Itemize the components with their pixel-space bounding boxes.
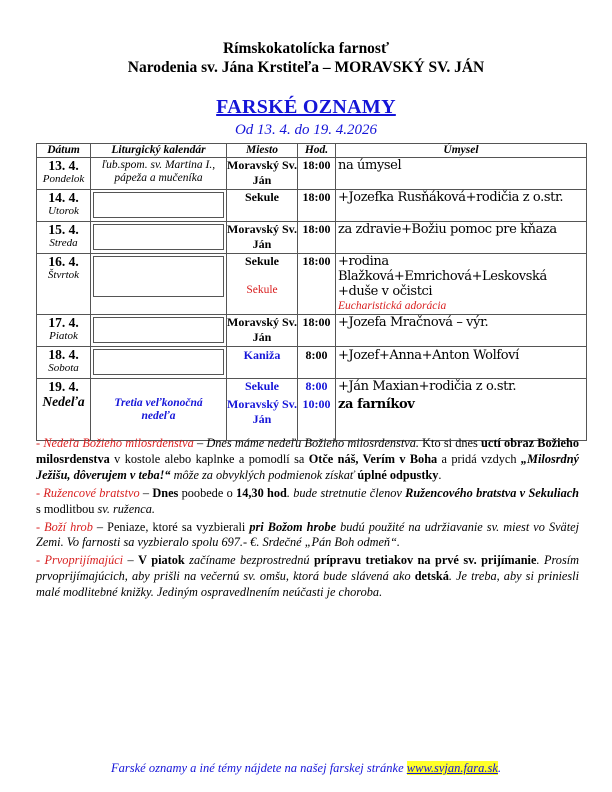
date: 13. 4. [48, 158, 79, 173]
intention: +Jozefa Mračnová – výr. [336, 315, 587, 347]
column-header-date: Dátum [37, 144, 91, 158]
table-row [37, 379, 587, 441]
intention-2: za farníkov [338, 397, 415, 412]
column-header-time: Hod. [298, 144, 336, 158]
announcement-divine-mercy: - Nedeľa Božieho milosrdenstva – Dnes máme nedeľu Božieho milosrdenstva. Kto si dnes uctí obraz Božieho milosrdenstva v kostole alebo kaplnke a pomodlí sa Otče náš, Verím v Boha a pridá vzdych „Milosrdný Ježišu, dôverujem v teba!“ môže za obvyklých podmienok získať úplné odpustky. [36, 436, 579, 482]
column-header-intention: Úmysel [336, 144, 587, 158]
time-cell [298, 379, 336, 441]
weekday: Štvrtok [47, 269, 80, 281]
table-row [37, 158, 587, 190]
liturgy-empty-box [93, 317, 224, 343]
weekday: Pondelok [42, 173, 85, 185]
intention: za zdravie+Božiu pomoc pre kňaza [336, 222, 587, 254]
time: 18:00 [298, 158, 336, 190]
announcement-rosary: - Ružencové bratstvo – Dnes poobede o 14,30 hod. bude stretnutie členov Ružencového bratstva v Sekuliach s modlitbou sv. ruženca. [36, 485, 580, 516]
liturgy-cell [91, 158, 227, 190]
date-cell [37, 315, 91, 347]
place: Moravský Sv. Ján [227, 222, 298, 254]
time: 8:00 [305, 379, 328, 393]
table-row [37, 222, 587, 254]
table-header-row [37, 144, 587, 158]
intention: +Ján Maxian+rodičia z o.str. [338, 379, 517, 394]
column-header-liturgy: Liturgický kalendár [91, 144, 227, 158]
weekday: Piatok [49, 330, 78, 342]
liturgy-cell [91, 347, 227, 379]
table-row [37, 254, 587, 315]
date: 16. 4. [48, 254, 79, 269]
time: 18:00 [298, 222, 336, 254]
table-row [37, 347, 587, 379]
date: 17. 4. [48, 315, 79, 330]
parish-full-name: Narodenia sv. Jána Krstiteľa – MORAVSKÝ SV. JÁN [127, 59, 485, 76]
date-cell [37, 254, 91, 315]
announcements [36, 436, 579, 603]
date: 19. 4. [48, 379, 79, 394]
time: 18:00 [298, 254, 336, 315]
liturgy-cell [91, 379, 227, 441]
weekday: Streda [49, 237, 78, 249]
place: Sekule [244, 254, 279, 268]
adoration-note: Eucharistická adorácia [338, 300, 447, 312]
liturgy-text: Tretia veľkonočná nedeľa [114, 396, 203, 422]
time: 8:00 [298, 347, 336, 379]
time: 18:00 [298, 315, 336, 347]
date-cell [37, 158, 91, 190]
date-cell [37, 190, 91, 222]
place: Sekule [227, 190, 298, 222]
intention: +Jozefka Rusňáková+rodičia z o.str. [336, 190, 587, 222]
date-cell [37, 379, 91, 441]
liturgy-empty-box [93, 192, 224, 218]
weekday: Nedeľa [42, 394, 85, 409]
weekday: Sobota [48, 362, 79, 374]
date: 15. 4. [48, 222, 79, 237]
intention-cell [336, 254, 587, 315]
weekday: Utorok [48, 205, 79, 217]
parish-name: Rímskokatolícka farnosť [222, 40, 390, 57]
schedule-table [36, 143, 587, 441]
liturgy-empty-box [93, 256, 224, 297]
place: Sekule [244, 379, 279, 393]
liturgy-cell [91, 190, 227, 222]
announcement-holy-sepulchre: - Boží hrob – Peniaze, ktoré sa vyzbierali pri Božom hrobe budú použité na udržiavanie sv. miest vo Svätej Zemi. Vo farnosti sa vyzbieralo spolu 697.- €. Srdečné „Pán Boh odmeň“. [36, 519, 579, 550]
page-title: FARSKÉ OZNAMY [216, 96, 396, 118]
place: Kaniža [227, 347, 298, 379]
intention: na úmysel [336, 158, 587, 190]
intention: +Jozef+Anna+Anton Wolfoví [336, 347, 587, 379]
place: Moravský Sv. Ján [227, 158, 298, 190]
time-2: 10:00 [302, 397, 331, 411]
liturgy-cell [91, 254, 227, 315]
website-link[interactable]: www.svjan.fara.sk [406, 761, 498, 775]
time: 18:00 [298, 190, 336, 222]
liturgy-cell [91, 315, 227, 347]
liturgy-empty-box [93, 349, 224, 375]
date-cell [37, 222, 91, 254]
date-cell [37, 347, 91, 379]
date: 14. 4. [48, 190, 79, 205]
liturgy-cell [91, 222, 227, 254]
intention-cell [336, 379, 587, 441]
place-cell [227, 254, 298, 315]
adoration-place: Sekule [246, 284, 278, 296]
table-row [37, 190, 587, 222]
footer: Farské oznamy a iné témy nájdete na našej farskej stránke www.svjan.fara.sk. [111, 761, 501, 775]
footer-text: Farské oznamy a iné témy nájdete na našej farskej stránke [111, 761, 407, 775]
place-cell [227, 379, 298, 441]
date-range: Od 13. 4. do 19. 4.2026 [234, 122, 378, 138]
announcement-first-communion: - Prvoprijímajúci – V piatok začíname bezprostrednú prípravu tretiakov na prvé sv. prijímanie. Prosím prvoprijímajúcich, aby prišli na večernú sv. omšu, ktorá bude slávená ako detská. Je treba, aby si priniesli malé modlitebné knižky. Jediným ospravedlnením neúčasti je choroba. [36, 553, 580, 600]
intention: +rodina Blažková+Emrichová+Leskovská +duše v očistci [338, 254, 547, 299]
place: Moravský Sv. Ján [227, 315, 298, 347]
date: 18. 4. [48, 347, 79, 362]
place-2: Moravský Sv. Ján [227, 397, 298, 426]
liturgy-empty-box [93, 224, 224, 250]
column-header-place: Miesto [227, 144, 298, 158]
liturgy-text: ľub.spom. sv. Martina I., pápeža a mučeníka [101, 159, 216, 184]
table-row [37, 315, 587, 347]
